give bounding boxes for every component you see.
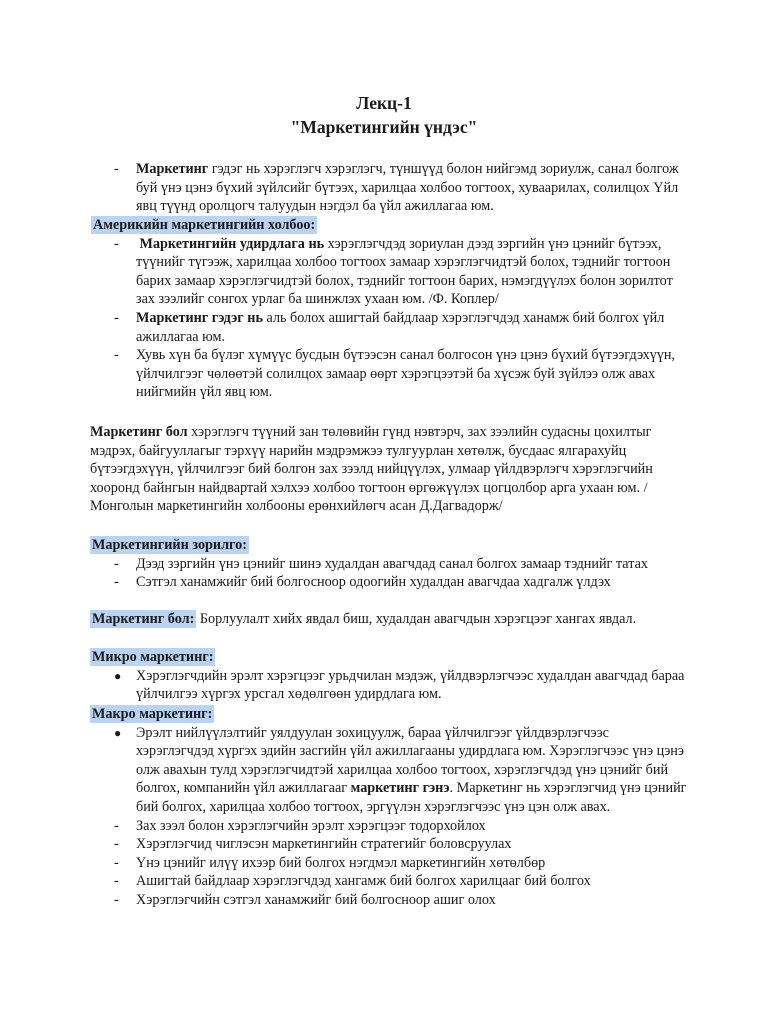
dash-marker: - xyxy=(114,235,119,252)
list-item xyxy=(90,835,690,854)
item-text: . Маркетинг нь хэрэглэгчид үнэ цэнийг бий болгох, харилцаа холбоо тогтоох, эргүүлэн хэрэглэгчээс үнэ цэн олж авах. xyxy=(136,780,687,815)
dash-marker: - xyxy=(114,836,119,853)
dash-marker: - xyxy=(114,309,119,326)
section-heading: Макро маркетинг: xyxy=(92,706,213,722)
intro-section xyxy=(90,160,690,216)
item-text: Хэрэглэгчид чиглэсэн маркетингийн стратегийг боловсруулах xyxy=(136,836,512,853)
term-bold: Маркетинг xyxy=(136,161,209,177)
definition-paragraph xyxy=(90,423,690,516)
list-item xyxy=(90,891,690,910)
list-item xyxy=(90,235,690,309)
list-item xyxy=(90,724,690,817)
section-heading: Маркетингийн зорилго: xyxy=(92,537,247,553)
item-text: Дээд зэргийн үнэ цэнийг шинэ худалдан авагчдад санал болгох замаар тэднийг татах xyxy=(136,555,648,572)
item-text: Сэтгэл ханамжийг бий болгосноор одоогийн худалдан авагчдаа хадгалж үлдэх xyxy=(136,574,611,591)
item-text: Хэрэглэгчдийн эрэлт хэрэгцээг урьдчилан мэдэж, үйлдвэрлэгчээс худалдан авагчдад бараа үйлчилгээ хүргэх урсгал хөдөлгөөн удирдлага юм. xyxy=(136,667,685,703)
term-bold: Маркетинг гэдэг нь xyxy=(136,309,263,326)
paragraph-text: хэрэглэгч түүний зан төлөвийн гүнд нэвтэрч, зах зээлийн судасны цохилтыг мэдрэх, байгууллагыг тэрхүү нарийн мэдрэмжээ тулгуурлан хөтөлж, бусдаас ялгарахуйц бүтээгдэхүүн, үйлчилгээг бий болгон зах зээлд нийцүүлэх, улмаар үйлдвэрлэгч хэрэглэгчийн хооронд байнгын найдвартай хэлхээ холбоо тогтоон өргөжүүлэх цогцолбор арга ухаан юм. /Монголын маркетингийн холбооны ерөнхийлөгч асан Д.Дагвадорж/ xyxy=(90,424,653,515)
list-item xyxy=(90,872,690,891)
dash-marker: - xyxy=(114,161,119,177)
item-text: Ашигтай байдлаар хэрэглэгчдэд хангамж бий болгох харилцааг бий болгох xyxy=(136,873,591,890)
item-text: Зах зээл болон хэрэглэгчийн эрэлт хэрэгцээг тодорхойлох xyxy=(136,817,486,834)
sales-text: Борлуулалт хийх явдал биш, худалдан авагчдын хэрэгцээг хангах явдал. xyxy=(196,611,637,627)
dash-marker: - xyxy=(114,574,119,591)
dash-marker: - xyxy=(114,873,119,890)
term-bold: Маркетингийн удирдлага нь xyxy=(139,235,325,252)
ama-section xyxy=(90,216,690,402)
bullet-marker: ● xyxy=(114,725,122,740)
section-heading: Микро маркетинг: xyxy=(92,649,214,665)
dash-marker: - xyxy=(114,555,119,572)
list-item xyxy=(90,854,690,873)
lecture-number: Лекц-1 xyxy=(356,93,412,113)
goal-section xyxy=(90,536,690,592)
item-text: Хувь хүн ба бүлэг хүмүүс бусдын бүтээсэн санал болгосон үнэ цэнэ бүхий бүтээгдэхүүн, үйлчилгээг чөлөөтэй солилцох замаар өөрт хэрэгцээтэй ба хүсэж буй зүйлээ олж авах нийгмийн үйл явц юм. xyxy=(136,347,676,401)
bullet-marker: ● xyxy=(114,668,122,683)
list-item xyxy=(90,309,690,346)
list-item xyxy=(90,667,690,704)
list-item xyxy=(90,160,690,216)
micro-section xyxy=(90,648,690,704)
dash-marker: - xyxy=(114,854,119,871)
macro-section xyxy=(90,705,690,910)
list-item xyxy=(90,346,690,402)
dash-marker: - xyxy=(114,817,119,834)
dash-marker: - xyxy=(114,891,119,908)
dash-marker: - xyxy=(114,347,119,364)
list-item xyxy=(90,817,690,836)
lecture-title: "Маркетингийн үндэс" xyxy=(290,117,478,137)
sales-section xyxy=(90,610,690,629)
section-heading: Маркетинг бол: xyxy=(92,611,195,627)
item-text: Эрэлт нийлүүлэлтийг уялдуулан зохицуулж, бараа үйлчилгээг үйлдвэрлэгчээс хэрэглэгчдэд хүргэх эдийн засгийн үйл ажиллагааны удирдлага юм. Хэрэглэгчээс үнэ цэнэ олж авахын тулд хэрэглэгчидтэй харилцаа холбоо тогтоох, хэрэглэгчдэд үнэ цэнийг бий болгох, компанийн үйл ажиллагааг xyxy=(136,724,684,797)
item-text: хэрэглэгчдэд зориулан дээд зэргийн үнэ цэнийг бүтээх, түүнийг түгээж, харилцаа холбоо тогтоох замаар хэрэглэгчидтэй болох, тэднийг тогтоон барих замаар хэрэглэгчидтэй болох, тэднийг тогтоон барих, нэмэгдүүлэх болон зорилтот зах зээлийг сонгох урлаг ба шинжлэх ухаан юм. /Ф. Коплер/ xyxy=(136,235,673,308)
section-heading: Америкийн маркетингийн холбоо: xyxy=(93,217,316,233)
item-text: аль болох ашигтай байдлаар хэрэглэгчдэд ханамж бий болгох үйл ажиллагаа юм. xyxy=(136,309,665,345)
list-item xyxy=(90,555,690,574)
list-item xyxy=(90,573,690,592)
item-text: Үнэ цэнийг илүү ихээр бий болгох нэгдмэл маркетингийн хөтөлбөр xyxy=(136,854,546,871)
intro-text: гэдэг нь хэрэглэгч хэрэглэгч, түншүүд болон нийгэмд зориулж, санал болгож буй үнэ цэнэ бүхий зүйлсийг бүтээх, харилцаа холбоо тогтоох, хуваарилах, солилцох Үйл явц түүнд оролцогч талуудын нэгдэл ба үйл ажиллагаа юм. xyxy=(136,161,679,215)
term-bold: маркетинг гэнэ xyxy=(350,780,450,797)
item-text: Хэрэглэгчийн сэтгэл ханамжийг бий болгосноор ашиг олох xyxy=(136,891,496,908)
term-bold: Маркетинг бол xyxy=(90,424,188,440)
